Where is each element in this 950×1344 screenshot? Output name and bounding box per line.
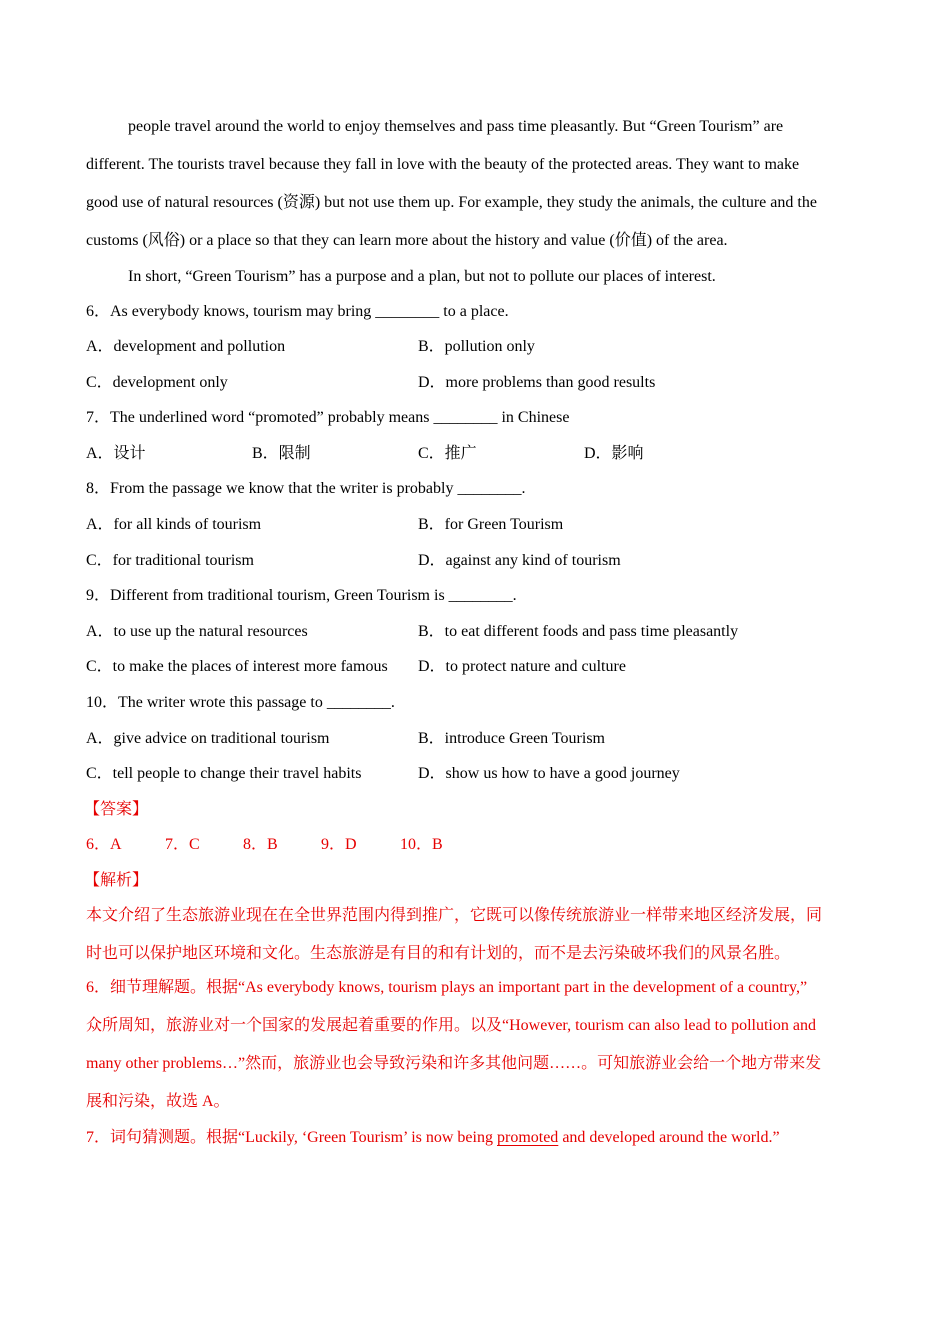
answer-item: 6．A	[86, 836, 122, 853]
question-10-option-b: B．introduce Green Tourism	[418, 730, 605, 747]
analysis-summary-line: 时也可以保护地区环境和文化。生态旅游是有目的和有计划的，而不是去污染破坏我们的风景名胜。	[86, 945, 791, 962]
question-10-stem: 10．The writer wrote this passage to ________.	[86, 694, 395, 711]
passage-paragraph: In short, “Green Tourism” has a purpose and a plan, but not to pollute our places of interest.	[128, 268, 716, 285]
question-6-option-c: C．development only	[86, 374, 228, 391]
analysis-q7-text-pre: 7．词句猜测题。根据“Luckily, ‘Green Tourism’ is now being	[86, 1129, 497, 1146]
question-8-option-c: C．for traditional tourism	[86, 552, 254, 569]
passage-line: customs (风俗) or a place so that they can learn more about the history and value (价值) of the area.	[86, 232, 728, 249]
question-7-option-b: B．限制	[252, 445, 311, 462]
analysis-q6-line: many other problems…”然而，旅游业也会导致污染和许多其他问题……。可知旅游业会给一个地方带来发	[86, 1055, 822, 1072]
question-9-option-a: A．to use up the natural resources	[86, 623, 308, 640]
underlined-word-promoted: promoted	[496, 1129, 559, 1146]
question-8-option-a: A．for all kinds of tourism	[86, 516, 262, 533]
question-7-option-d: D．影响	[584, 445, 644, 462]
question-7-option-a: A．设计	[86, 445, 146, 462]
question-6-option-a: A．development and pollution	[86, 338, 286, 355]
answer-item: 8．B	[243, 836, 278, 853]
passage-line: different. The tourists travel because they fall in love with the beauty of the protected areas. They want to make	[86, 156, 800, 173]
question-6-option-b: B．pollution only	[418, 338, 535, 355]
question-6-option-d: D．more problems than good results	[418, 374, 656, 391]
question-10-option-c: C．tell people to change their travel habits	[86, 765, 362, 782]
question-9-option-d: D．to protect nature and culture	[418, 658, 626, 675]
answer-item: 7．C	[165, 836, 200, 853]
passage-line: people travel around the world to enjoy themselves and pass time pleasantly. But “Green Tourism” are	[128, 118, 784, 135]
analysis-q6-line: 展和污染，故选 A。	[86, 1093, 230, 1110]
question-8-option-d: D．against any kind of tourism	[418, 552, 621, 569]
analysis-summary-line: 本文介绍了生态旅游业现在在全世界范围内得到推广，它既可以像传统旅游业一样带来地区经济发展，同	[86, 907, 823, 924]
answer-item: 10．B	[400, 836, 443, 853]
question-9-option-c: C．to make the places of interest more famous	[86, 658, 388, 675]
question-6-stem: 6．As everybody knows, tourism may bring ________ to a place.	[86, 303, 509, 320]
question-7-option-c: C．推广	[418, 445, 477, 462]
analysis-q6-line: 众所周知，旅游业对一个国家的发展起着重要的作用。以及“However, tourism can also lead to pollution and	[86, 1017, 816, 1034]
question-10-option-a: A．give advice on traditional tourism	[86, 730, 330, 747]
question-8-option-b: B．for Green Tourism	[418, 516, 564, 533]
question-9-stem: 9．Different from traditional tourism, Green Tourism is ________.	[86, 587, 517, 604]
question-7-stem: 7．The underlined word “promoted” probably means ________ in Chinese	[86, 409, 570, 426]
analysis-q7-line	[86, 1128, 780, 1148]
analysis-q6-line: 6．细节理解题。根据“As everybody knows, tourism plays an important part in the development of a country,”	[86, 979, 808, 996]
question-8-stem: 8．From the passage we know that the writer is probably ________.	[86, 480, 526, 497]
answer-item: 9．D	[321, 836, 357, 853]
question-9-option-b: B．to eat different foods and pass time pleasantly	[418, 623, 739, 640]
question-10-option-d: D．show us how to have a good journey	[418, 765, 680, 782]
analysis-heading: 【解析】	[84, 872, 149, 889]
answer-heading: 【答案】	[84, 801, 149, 818]
analysis-q7-text-post: and developed around the world.”	[558, 1129, 780, 1146]
passage-line: good use of natural resources (资源) but not use them up. For example, they study the animals, the culture and the	[86, 194, 817, 211]
